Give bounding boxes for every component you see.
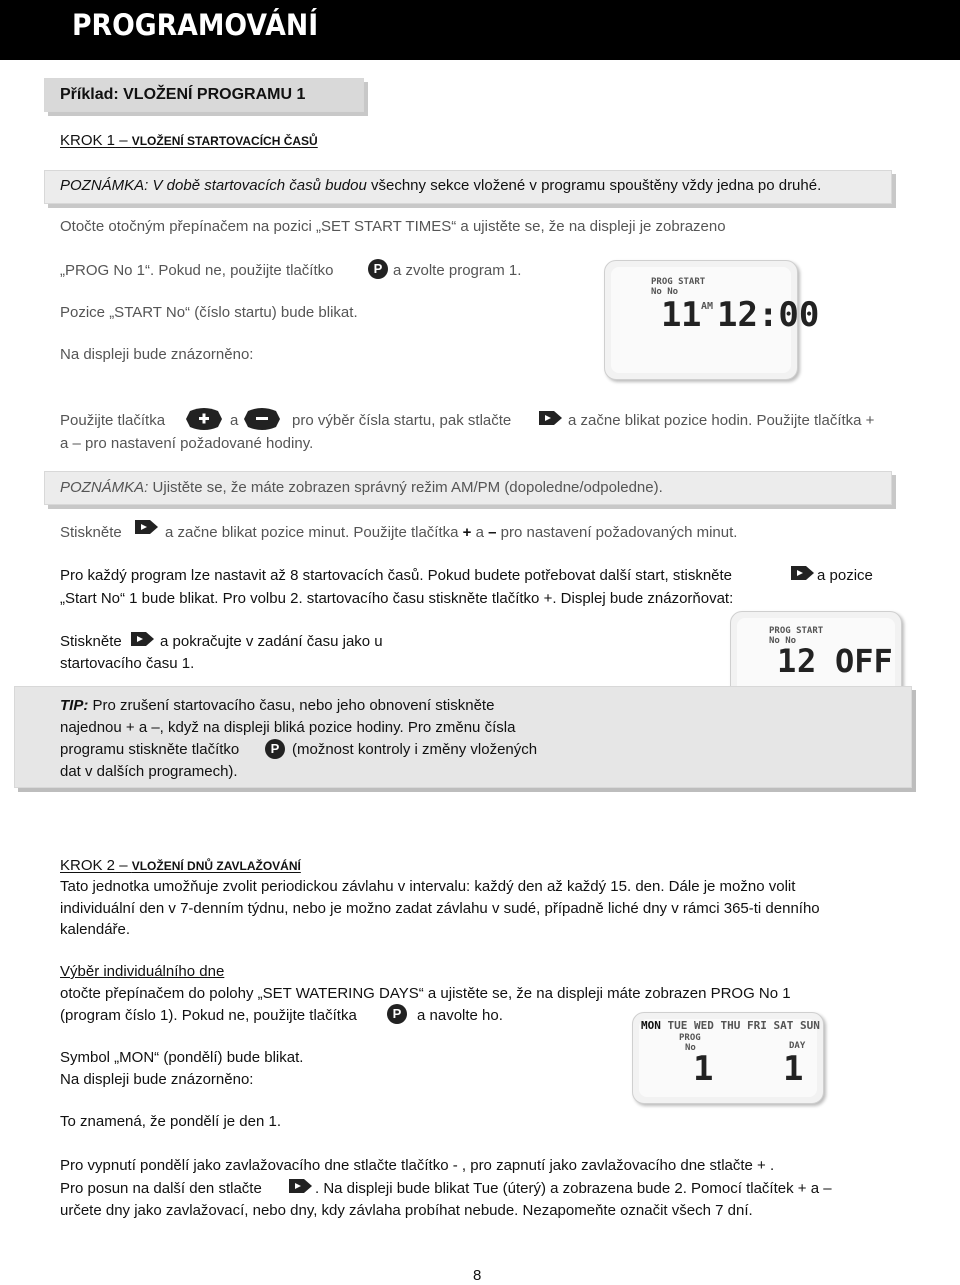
lcd2-value: OFF [835, 642, 893, 680]
lcd3-day-mon: MON [641, 1019, 661, 1032]
p5-a: Stiskněte [60, 633, 122, 650]
p7-line2a: (program číslo 1). Pokud ne, použijte tlačítka [60, 1007, 357, 1024]
lcd2-label-top: PROG START [769, 626, 824, 636]
p4-line2: „Start No“ 1 bude blikat. Pro volbu 2. startovacího času stiskněte tlačítko +. Displej bude znázorňovat: [60, 590, 734, 607]
subsection-title: Výběr individuálního dne [60, 963, 225, 980]
p8-line2b: . Na displeji bude blikat Tue (úterý) a zobrazena bude 2. Pomocí tlačítek + a – [315, 1180, 832, 1197]
lcd2-label-sub: No No [769, 636, 797, 646]
tip-label: TIP: [60, 697, 89, 714]
next-arrow-button-icon [132, 515, 160, 539]
p-button-icon: P [387, 1004, 407, 1024]
lcd-display-3 [632, 1012, 824, 1104]
p3-a: Stiskněte [60, 524, 122, 541]
lcd3-day-wed: WED [694, 1019, 714, 1032]
lcd1-prog-digit: 1 [661, 295, 684, 335]
lcd3-prog-digit: 1 [693, 1049, 716, 1089]
p2-c: pro výběr čísla startu, pak stlačte [292, 412, 512, 429]
next-arrow-button-icon [788, 561, 816, 585]
plus-button-icon [184, 407, 224, 431]
page-title: PROGRAMOVÁNÍ [72, 8, 319, 42]
lcd1-start-digit: 1 [681, 295, 704, 335]
p2-a: Použijte tlačítka [60, 412, 166, 429]
lcd3-prog-label: PROG [679, 1033, 701, 1043]
p8-line3: určete dny jako zavlažovací, nebo dny, kdy závlaha probíhat nebude. Nezapomeňte označit všech 7 dní. [60, 1202, 753, 1219]
lcd3-day-fri: FRI [747, 1019, 767, 1032]
lcd1-ampm: AM [701, 301, 714, 312]
tip-line2: najednou + a –, když na displeji bliká pozice hodiny. Pro změnu čísla [60, 719, 516, 736]
lcd3-day-tue: TUE [667, 1019, 688, 1032]
p8-line2a: Pro posun na další den stlačte [60, 1180, 262, 1197]
p3-text: a začne blikat pozice minut. Použijte tlačítka + a – pro nastavení požadovaných minut. [165, 524, 738, 541]
p2-b: a [230, 412, 239, 429]
p4-line1a: Pro každý program lze nastavit až 8 startovacích časů. Pokud budete potřebovat další start, stiskněte [60, 567, 733, 584]
p7-line4: Na displeji bude znázorněno: [60, 1071, 254, 1088]
lcd1-time: 12:00 [717, 295, 820, 335]
lcd3-day-digit: 1 [783, 1049, 806, 1089]
note2-text: POZNÁMKA: Ujistěte se, že máte zobrazen správný režim AM/PM (dopoledne/odpoledne). [60, 479, 663, 496]
lcd-display-1 [604, 260, 820, 380]
step1-heading: KROK 1 – VLOŽENÍ STARTOVACÍCH ČASŮ [60, 132, 318, 149]
p5-line2: startovacího času 1. [60, 655, 195, 672]
tip-line1: TIP: Pro zrušení startovacího času, nebo jeho obnovení stiskněte [60, 697, 495, 714]
lcd3-day-sat: SAT [773, 1019, 794, 1032]
p1-line2a: „PROG No 1“. Pokud ne, použijte tlačítko [60, 262, 334, 279]
p7-line2b: a navolte ho. [417, 1007, 503, 1024]
tip-line3a: programu stiskněte tlačítko [60, 741, 240, 758]
p1-line1: Otočte otočným přepínačem na pozici „SET START TIMES“ a ujistěte se, že na displeji je zobrazeno [60, 218, 726, 235]
step2-heading: KROK 2 – VLOŽENÍ DNŮ ZAVLAŽOVÁNÍ [60, 857, 301, 874]
p8-line1: Pro vypnutí pondělí jako zavlažovacího dne stlačte tlačítko - , pro zapnutí jako zavlažovacího dne stlačte + . [60, 1157, 775, 1174]
p-button-icon: P [265, 739, 285, 759]
p6-line1: Tato jednotka umožňuje zvolit periodickou závlahu v intervalu: každý den až každý 15. den. Dále je možno volit [60, 878, 796, 895]
p1-line3: Pozice „START No“ (číslo startu) bude blikat. [60, 304, 358, 321]
p7-line1: otočte přepínačem do polohy „SET WATERING DAYS“ a ujistěte se, že na displeji máte zobrazen PROG No 1 [60, 985, 791, 1002]
next-arrow-button-icon [286, 1174, 314, 1198]
step2-title: VLOŽENÍ DNŮ ZAVLAŽOVÁNÍ [131, 859, 301, 873]
lcd1-label-top: PROG START [651, 277, 706, 287]
example-title: Příklad: VLOŽENÍ PROGRAMU 1 [60, 86, 306, 103]
minus-button-icon [242, 407, 282, 431]
tip-line3b: (možnost kontroly i změny vložených [292, 741, 538, 758]
lcd3-day-thu: THU [720, 1019, 741, 1032]
lcd1-label-sub: No No [651, 287, 679, 297]
p6-line3: kalendáře. [60, 921, 131, 938]
p4-line1b: a pozice [817, 567, 873, 584]
lcd3-day-label: DAY [789, 1041, 806, 1051]
lcd3-no-label: No [685, 1043, 696, 1053]
page-number: 8 [473, 1267, 482, 1284]
lcd3-days [641, 1019, 820, 1032]
p2-line2: a – pro nastavení požadované hodiny. [60, 435, 314, 452]
note1-text: POZNÁMKA: V době startovacích časů budou všechny sekce vložené v programu spouštěny vždy jedna po druhé. [60, 177, 822, 194]
p2-d: a začne blikat pozice hodin. Použijte tlačítka + [568, 412, 875, 429]
step1-label: KROK 1 [60, 132, 116, 149]
p-button-icon: P [368, 259, 388, 279]
next-arrow-button-icon [536, 406, 564, 430]
step1-title: VLOŽENÍ STARTOVACÍCH ČASŮ [131, 134, 318, 148]
lcd3-day-sun: SUN [800, 1019, 820, 1032]
p7-line5: To znamená, že pondělí je den 1. [60, 1113, 281, 1130]
p1-line4: Na displeji bude znázorněno: [60, 346, 254, 363]
lcd2-prog-digit: 1 [777, 642, 799, 680]
p6-line2: individuální den v 7-denním týdnu, nebo je možno zadat závlahu v sudé, případně liché dny v rámci 365-ti denního [60, 900, 820, 917]
next-arrow-button-icon [128, 627, 156, 651]
p5-b: a pokračujte v zadání času jako u [160, 633, 383, 650]
tip-line4: dat v dalších programech). [60, 763, 238, 780]
p1-line2b: a zvolte program 1. [393, 262, 522, 279]
lcd2-start-digit: 2 [797, 642, 819, 680]
step2-label: KROK 2 [60, 857, 116, 874]
p7-line3: Symbol „MON“ (pondělí) bude blikat. [60, 1049, 304, 1066]
